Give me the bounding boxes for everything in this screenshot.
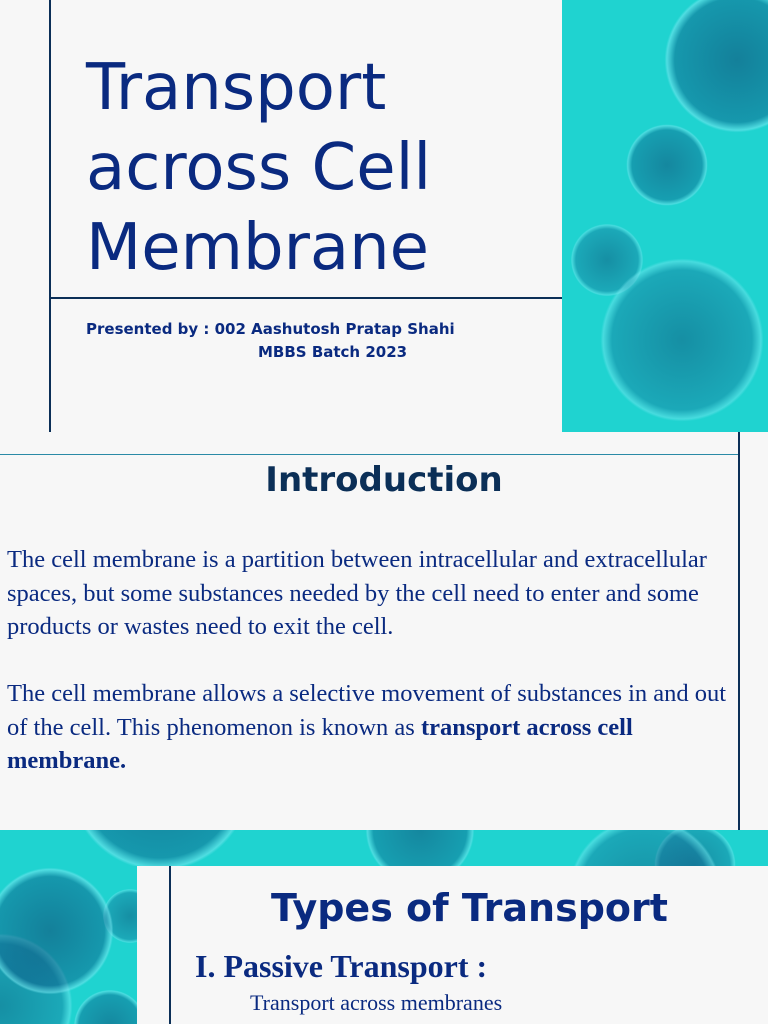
title-slide	[0, 0, 768, 432]
types-of-transport-slide	[0, 830, 768, 1024]
top-rule	[0, 454, 740, 455]
intro-paragraph-2-text: The cell membrane allows a selective movement of substances in and out of the cell. This phenomenon is known as	[7, 680, 727, 741]
horizontal-rule	[51, 297, 562, 299]
cell-background-image	[562, 0, 768, 432]
intro-paragraph-1: The cell membrane is a partition between intracellular and extracellular spaces, but some substances needed by the cell need to enter and some products or wastes need to exit the cell.	[7, 546, 707, 640]
vertical-rule	[49, 0, 51, 432]
intro-paragraph-2-bold: transport across cell membrane.	[7, 713, 633, 774]
presenter-name: Presented by : 002 Aashutosh Pratap Shahi	[86, 320, 455, 338]
introduction-slide	[0, 432, 768, 830]
cell-background-side	[0, 866, 137, 1024]
cell-background-strip	[0, 830, 768, 866]
types-heading: Types of Transport	[271, 886, 668, 930]
introduction-heading: Introduction	[265, 460, 503, 500]
presenter-batch: MBBS Batch 2023	[258, 343, 408, 361]
presenter-info	[86, 318, 556, 364]
passive-transport-text: Transport across membranes	[250, 990, 503, 1015]
slide-title: Transport across Cell Membrane	[86, 51, 432, 285]
intro-paragraph-2	[7, 677, 737, 778]
passive-transport-heading: I. Passive Transport :	[195, 948, 488, 984]
